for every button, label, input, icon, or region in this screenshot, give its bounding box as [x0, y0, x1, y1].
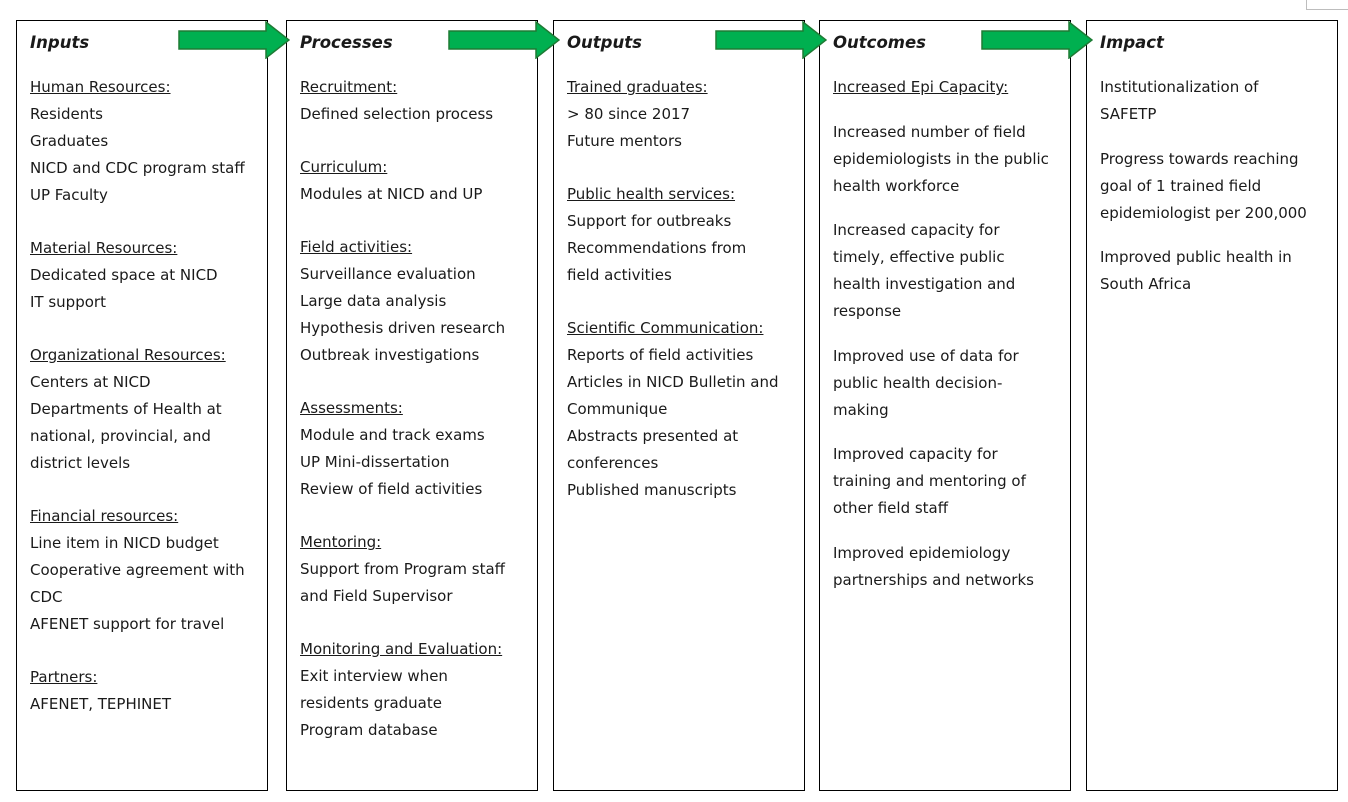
- text-line: Progress towards reaching: [1100, 149, 1299, 168]
- column-outcomes: [819, 20, 1071, 791]
- block-trained-graduates: [567, 74, 794, 155]
- block-header: Public health services:: [567, 185, 736, 203]
- outcome-item: [833, 540, 1060, 594]
- column-body: [567, 74, 794, 504]
- list-item: Large data analysis: [300, 292, 447, 310]
- arrow-right-icon: [178, 21, 290, 59]
- list-item: and Field Supervisor: [300, 587, 453, 605]
- column-outputs: [553, 20, 805, 791]
- list-item: Future mentors: [567, 132, 682, 150]
- impact-item: [1100, 146, 1327, 227]
- block-header: Monitoring and Evaluation:: [300, 640, 503, 658]
- list-item: Support for outbreaks: [567, 212, 732, 230]
- list-item: UP Faculty: [30, 186, 108, 204]
- list-item: IT support: [30, 293, 106, 311]
- block-material-resources: [30, 235, 257, 316]
- block-public-health-services: [567, 181, 794, 289]
- list-item: field activities: [567, 266, 672, 284]
- list-item: UP Mini-dissertation: [300, 453, 450, 471]
- list-item: Communique: [567, 400, 668, 418]
- arrow-right-icon: [981, 21, 1093, 59]
- list-item: > 80 since 2017: [567, 105, 691, 123]
- text-line: goal of 1 trained field: [1100, 176, 1262, 195]
- block-header: Organizational Resources:: [30, 346, 226, 364]
- text-line: health investigation and: [833, 275, 1016, 293]
- block-monitoring-evaluation: [300, 636, 527, 744]
- list-item: AFENET support for travel: [30, 615, 225, 633]
- list-item: Articles in NICD Bulletin and: [567, 373, 779, 391]
- list-item: CDC: [30, 588, 63, 606]
- column-body: [30, 74, 257, 718]
- list-item: Cooperative agreement with: [30, 561, 245, 579]
- block-recruitment: [300, 74, 527, 128]
- block-financial-resources: [30, 503, 257, 638]
- list-item: Recommendations from: [567, 239, 747, 257]
- list-item: Reports of field activities: [567, 346, 754, 364]
- list-item: Review of field activities: [300, 480, 483, 498]
- text-line: Improved capacity for: [833, 445, 998, 463]
- list-item: Hypothesis driven research: [300, 319, 506, 337]
- list-item: national, provincial, and: [30, 427, 211, 445]
- block-header: Assessments:: [300, 399, 403, 417]
- block-scientific-communication: [567, 315, 794, 504]
- list-item: Line item in NICD budget: [30, 534, 219, 552]
- text-line: epidemiologists in the public: [833, 149, 1049, 168]
- arrow-right-icon: [715, 21, 827, 59]
- text-line: making: [833, 400, 889, 419]
- list-item: Module and track exams: [300, 426, 485, 444]
- list-item: Published manuscripts: [567, 481, 737, 499]
- list-item: Outbreak investigations: [300, 346, 480, 364]
- column-title: Inputs: [30, 33, 90, 52]
- column-title: Outcomes: [833, 33, 926, 52]
- outcome-item: [833, 343, 1060, 424]
- block-header: Material Resources:: [30, 239, 178, 257]
- list-item: district levels: [30, 454, 131, 472]
- block-curriculum: [300, 154, 527, 208]
- list-item: Modules at NICD and UP: [300, 185, 483, 203]
- block-partners: [30, 664, 257, 718]
- list-item: Departments of Health at: [30, 400, 222, 418]
- list-item: Graduates: [30, 132, 109, 150]
- text-line: Improved public health in: [1100, 248, 1292, 266]
- impact-item: [1100, 74, 1327, 128]
- text-line: epidemiologist per 200,000: [1100, 203, 1307, 222]
- text-line: public health decision-: [833, 373, 1003, 392]
- block-header: Field activities:: [300, 238, 413, 256]
- list-item: conferences: [567, 454, 659, 472]
- outcome-item: [833, 441, 1060, 522]
- block-header: Human Resources:: [30, 78, 171, 96]
- list-item: AFENET, TEPHINET: [30, 695, 172, 713]
- list-item: Abstracts presented at: [567, 427, 739, 445]
- block-header: Trained graduates:: [567, 78, 708, 96]
- impact-item: [1100, 244, 1327, 298]
- text-line: Institutionalization of: [1100, 78, 1259, 96]
- column-title: Outputs: [567, 33, 642, 52]
- window-corner-tab: [1306, 0, 1348, 10]
- text-line: Improved use of data for: [833, 346, 1019, 365]
- list-item: Residents: [30, 105, 103, 123]
- block-header: Mentoring:: [300, 533, 382, 551]
- text-line: health workforce: [833, 176, 960, 195]
- list-item: Support from Program staff: [300, 560, 506, 578]
- column-title: Impact: [1100, 33, 1164, 52]
- column-processes: [286, 20, 538, 791]
- text-line: other field staff: [833, 499, 949, 517]
- block-field-activities: [300, 234, 527, 369]
- block-header: Scientific Communication:: [567, 319, 764, 337]
- outcome-item: [833, 217, 1060, 325]
- arrow-right-icon: [448, 21, 560, 59]
- text-line: partnerships and networks: [833, 570, 1034, 589]
- block-organizational-resources: [30, 342, 257, 477]
- column-body: [833, 74, 1060, 594]
- list-item: Centers at NICD: [30, 373, 151, 391]
- outcome-item: [833, 119, 1060, 200]
- column-body: [1100, 74, 1327, 298]
- block-header: Partners:: [30, 668, 98, 686]
- list-item: Surveillance evaluation: [300, 265, 476, 283]
- text-line: Increased capacity for: [833, 221, 1000, 239]
- block-header: Financial resources:: [30, 507, 179, 525]
- block-header: Increased Epi Capacity:: [833, 78, 1009, 96]
- column-inputs: [16, 20, 268, 791]
- list-item: Dedicated space at NICD: [30, 266, 218, 284]
- block-mentoring: [300, 529, 527, 610]
- text-line: Improved epidemiology: [833, 543, 1011, 562]
- list-item: Exit interview when: [300, 667, 448, 685]
- text-line: Increased number of field: [833, 122, 1026, 141]
- text-line: response: [833, 302, 902, 320]
- list-item: residents graduate: [300, 694, 442, 712]
- block-header: Recruitment:: [300, 78, 398, 96]
- column-body: [300, 74, 527, 744]
- list-item: NICD and CDC program staff: [30, 159, 245, 177]
- text-line: timely, effective public: [833, 248, 1005, 266]
- text-line: training and mentoring of: [833, 472, 1026, 490]
- text-line: South Africa: [1100, 275, 1192, 293]
- list-item: Program database: [300, 721, 438, 739]
- text-line: SAFETP: [1100, 105, 1157, 123]
- block-header: Curriculum:: [300, 158, 388, 176]
- column-title: Processes: [300, 33, 393, 52]
- block-human-resources: [30, 74, 257, 209]
- block-assessments: [300, 395, 527, 503]
- list-item: Defined selection process: [300, 105, 494, 123]
- column-impact: [1086, 20, 1338, 791]
